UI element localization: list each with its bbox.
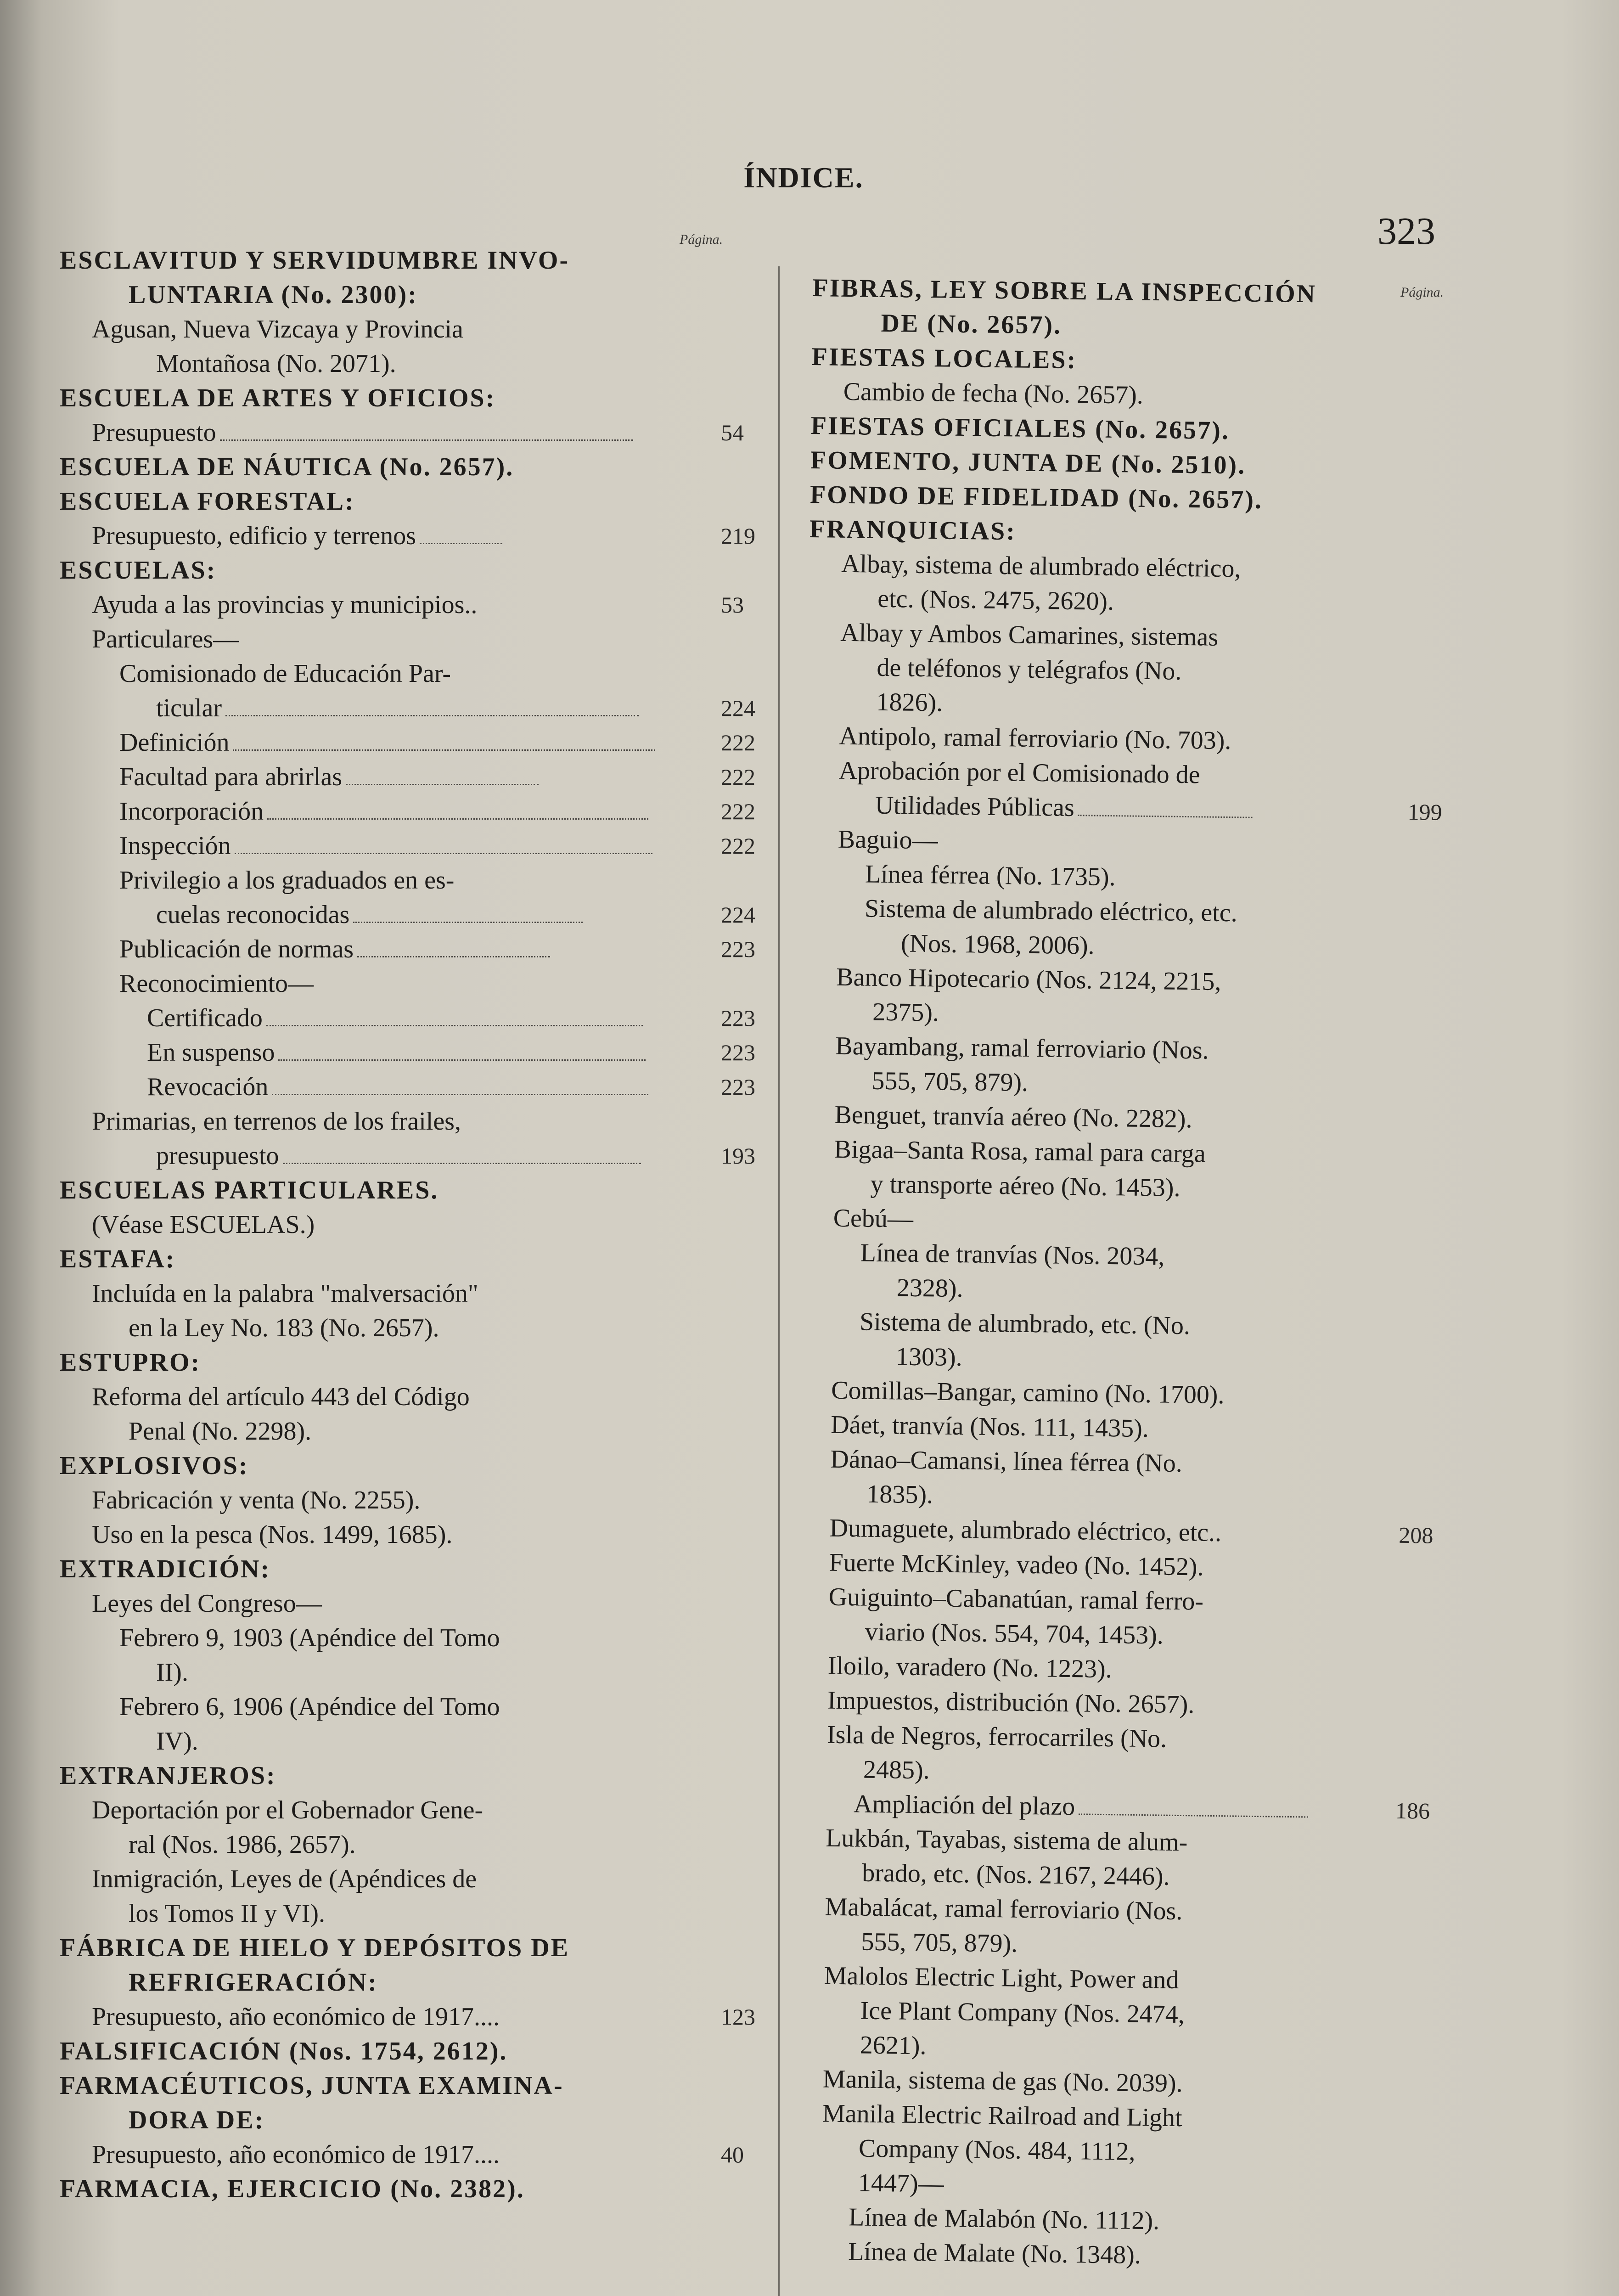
entry-text: Manila Electric Railroad and Light (822, 2099, 1183, 2133)
entry-page-number: 224 (721, 902, 755, 928)
index-entry (60, 1896, 748, 1931)
entry-text: 1447)— (858, 2168, 944, 2198)
entry-page-number: 199 (1407, 799, 1443, 825)
index-entry (60, 1414, 748, 1449)
entry-text: Agusan, Nueva Vizcaya y Provincia (92, 315, 463, 343)
entry-text: Guiguinto–Cabanatúan, ramal ferro- (828, 1582, 1204, 1616)
index-entry (60, 1724, 748, 1759)
entry-text: Sistema de alumbrado, etc. (No. (859, 1307, 1191, 1340)
dot-leader (233, 749, 655, 751)
entry-text: FARMACÉUTICOS, JUNTA EXAMINA- (60, 2071, 564, 2100)
index-entry (60, 416, 748, 450)
entry-text: Certificado (147, 1004, 263, 1032)
entry-text: ESCUELA FORESTAL: (60, 487, 355, 516)
entry-text: Línea de Malate (No. 1348). (848, 2237, 1141, 2270)
index-entry (60, 1621, 748, 1655)
index-entry (60, 1483, 748, 1518)
index-entry (60, 1587, 748, 1621)
entry-text: Mabalácat, ramal ferroviario (Nos. (825, 1892, 1183, 1926)
entry-text: 2328). (896, 1273, 963, 1303)
index-entry (60, 2103, 748, 2138)
entry-text: Montañosa (No. 2071). (156, 349, 396, 378)
entry-text: Comisionado de Educación Par- (119, 659, 451, 688)
entry-text: Febrero 6, 1906 (Apéndice del Tomo (119, 1693, 500, 1721)
entry-text: Comillas–Bangar, camino (No. 1700). (831, 1376, 1225, 1410)
index-entry (60, 726, 755, 760)
entry-text: Presupuesto, año económico de 1917.... (92, 2003, 500, 2031)
index-entry (60, 1311, 748, 1345)
entry-text: Deportación por el Gobernador Gene- (92, 1796, 483, 1824)
entry-text: Ayuda a las provincias y municipios.. (92, 591, 478, 619)
index-entry (60, 1518, 748, 1552)
entry-text: cuelas reconocidas (156, 900, 350, 929)
entry-text: Aprobación por el Comisionado de (838, 756, 1200, 789)
entry-text: Leyes del Congreso— (92, 1589, 322, 1618)
entry-text: en la Ley No. 183 (No. 2657). (129, 1314, 439, 1342)
entry-text: Dumaguete, alumbrado eléctrico, etc.. (829, 1514, 1222, 1548)
entry-text: FARMACIA, EJERCICIO (No. 2382). (60, 2175, 525, 2203)
entry-text: FONDO DE FIDELIDAD (No. 2657). (810, 480, 1263, 515)
entry-text: de teléfonos y telégrafos (No. (877, 653, 1182, 686)
entry-text: DE (No. 2657). (881, 309, 1062, 340)
index-entry (60, 794, 755, 829)
pagina-label-right: Página. (1400, 285, 1444, 300)
entry-text: Albay y Ambos Camarines, sistemas (840, 618, 1219, 652)
dot-leader (235, 852, 652, 854)
entry-text: ticular (156, 694, 222, 722)
entry-text: EXTRADICIÓN: (60, 1555, 271, 1583)
entry-text: Lukbán, Tayabas, sistema de alum- (825, 1823, 1188, 1857)
index-entry (60, 278, 748, 312)
page-number: 323 (1377, 210, 1435, 253)
entry-page-number: 223 (721, 936, 755, 962)
index-entry (60, 863, 748, 898)
entry-text: Incorporación (119, 797, 264, 826)
dot-leader (272, 1093, 648, 1095)
entry-text: Baguio— (838, 825, 939, 855)
dot-leader (420, 542, 502, 544)
entry-text: Primarias, en terrenos de los frailes, (92, 1107, 461, 1136)
index-entry (60, 2172, 748, 2206)
entry-text: ESCUELA DE ARTES Y OFICIOS: (60, 384, 496, 412)
entry-text: Definición (119, 728, 230, 757)
entry-text: 1303). (895, 1342, 963, 1372)
entry-page-number: 54 (721, 420, 744, 445)
entry-text: Revocación (147, 1073, 269, 1101)
entry-text: Impuestos, distribución (No. 2657). (827, 1686, 1195, 1719)
index-entry (60, 829, 755, 863)
entry-text: Línea de Malabón (No. 1112). (848, 2203, 1160, 2235)
entry-text: Dáet, tranvía (Nos. 111, 1435). (830, 1410, 1149, 1443)
entry-text: Albay, sistema de alumbrado eléctrico, (841, 549, 1241, 583)
index-entry (60, 450, 748, 484)
index-entry (60, 1001, 755, 1035)
index-entry (60, 1035, 755, 1070)
entry-text: FÁBRICA DE HIELO Y DEPÓSITOS DE (60, 1934, 570, 1962)
index-entry (60, 898, 755, 932)
entry-text: Bayambang, ramal ferroviario (Nos. (835, 1031, 1209, 1065)
entry-text: Línea férrea (No. 1735). (865, 860, 1116, 892)
entry-text: Publicación de normas (119, 935, 354, 963)
entry-text: DORA DE: (129, 2106, 265, 2134)
index-entry (60, 657, 748, 691)
dot-leader (220, 439, 633, 441)
entry-text: FOMENTO, JUNTA DE (No. 2510). (810, 445, 1246, 480)
entry-text: Presupuesto (92, 418, 216, 447)
entry-page-number: 40 (721, 2142, 744, 2167)
entry-text: 2485). (863, 1755, 930, 1785)
entry-text: Antipolo, ramal ferroviario (No. 703). (839, 721, 1231, 755)
entry-text: FIBRAS, LEY SOBRE LA INSPECCIÓN (812, 273, 1317, 309)
index-entry (60, 1965, 748, 2000)
index-entry (60, 1380, 748, 1414)
index-entry (60, 2138, 748, 2172)
entry-text: Reconocimiento— (119, 969, 314, 998)
entry-text: Cambio de fecha (No. 2657). (843, 377, 1144, 410)
index-entry (60, 1345, 748, 1380)
entry-page-number: 223 (721, 1074, 755, 1100)
index-entry (60, 1793, 748, 1828)
index-entry (60, 1070, 755, 1104)
index-entry (60, 691, 755, 726)
entry-text: 2621). (860, 2031, 927, 2060)
entry-text: 2375). (872, 997, 939, 1027)
index-entry (60, 519, 755, 553)
entry-text: 1835). (866, 1480, 933, 1509)
entry-text: presupuesto (156, 1142, 279, 1170)
entry-page-number: 223 (721, 1005, 755, 1031)
index-entry (60, 1690, 748, 1724)
dot-leader (346, 783, 539, 785)
index-column-right (788, 271, 1456, 2276)
entry-text: Banco Hipotecario (Nos. 2124, 2215, (836, 962, 1221, 996)
entry-text: Fabricación y venta (No. 2255). (92, 1486, 421, 1514)
dot-leader (225, 715, 639, 716)
entry-page-number: 223 (721, 1040, 755, 1065)
entry-text: Particulares— (92, 625, 239, 653)
entry-text: Reforma del artículo 443 del Código (92, 1383, 470, 1411)
entry-page-number: 219 (721, 523, 755, 549)
index-entry (60, 1208, 748, 1242)
index-entry (60, 622, 748, 657)
column-divider (778, 266, 780, 2296)
entry-text: Manila, sistema de gas (No. 2039). (822, 2065, 1183, 2098)
index-entry (60, 2000, 755, 2034)
dot-leader (1079, 1813, 1308, 1818)
entry-text: LUNTARIA (No. 2300): (129, 281, 418, 309)
dot-leader (353, 921, 583, 923)
dot-leader (278, 1059, 646, 1061)
entry-text: etc. (Nos. 2475, 2620). (877, 584, 1114, 616)
entry-text: Ampliación del plazo (853, 1790, 1075, 1821)
index-entry (60, 1552, 748, 1587)
index-column-left (60, 243, 755, 2206)
entry-text: FIESTAS OFICIALES (No. 2657). (810, 411, 1230, 445)
entry-text: 555, 705, 879). (861, 1927, 1018, 1958)
entry-text: Línea de tranvías (Nos. 2034, (860, 1238, 1165, 1271)
index-entry (60, 484, 748, 519)
entry-text: los Tomos II y VI). (129, 1899, 326, 1928)
entry-page-number: 53 (721, 592, 744, 618)
entry-text: (Nos. 1968, 2006). (900, 929, 1095, 960)
entry-text: Malolos Electric Light, Power and (824, 1961, 1179, 1995)
entry-text: (Véase ESCUELAS.) (92, 1210, 315, 1239)
entry-text: ral (Nos. 1986, 2657). (129, 1830, 356, 1859)
index-entry (60, 967, 748, 1001)
dot-leader (267, 818, 648, 820)
index-entry (60, 1759, 748, 1793)
entry-text: Isla de Negros, ferrocarriles (No. (826, 1720, 1167, 1753)
entry-text: Penal (No. 2298). (129, 1417, 312, 1446)
dot-leader (1078, 814, 1252, 818)
entry-text: viario (Nos. 554, 704, 1453). (865, 1617, 1164, 1650)
entry-page-number: 123 (721, 2004, 755, 2030)
entry-text: REFRIGERACIÓN: (129, 1968, 378, 1997)
entry-text: Privilegio a los graduados en es- (119, 866, 455, 895)
entry-text: Fuerte McKinley, vadeo (No. 1452). (829, 1548, 1204, 1581)
index-entry (60, 553, 748, 588)
entry-text: Inspección (119, 832, 231, 860)
index-entry (60, 347, 748, 381)
entry-text: Bigaa–Santa Rosa, ramal para carga (834, 1135, 1206, 1168)
index-entry (60, 312, 748, 347)
index-entry (60, 1139, 755, 1173)
entry-text: II). (156, 1658, 188, 1687)
entry-page-number: 208 (1399, 1522, 1433, 1548)
entry-text: ESCUELA DE NÁUTICA (No. 2657). (60, 453, 514, 481)
dot-leader (283, 1162, 641, 1164)
entry-text: Febrero 9, 1903 (Apéndice del Tomo (119, 1624, 500, 1652)
entry-text: ESTAFA: (60, 1245, 176, 1273)
entry-text: Cebú— (833, 1204, 914, 1233)
entry-text: ESCUELAS PARTICULARES. (60, 1176, 439, 1204)
entry-text: Ice Plant Company (Nos. 2474, (860, 1996, 1185, 2029)
entry-text: Iloilo, varadero (No. 1223). (827, 1651, 1113, 1684)
entry-text: EXTRANJEROS: (60, 1761, 276, 1790)
index-entry (60, 243, 748, 278)
entry-text: FRANQUICIAS: (809, 514, 1017, 546)
index-entry (60, 932, 755, 967)
entry-text: Uso en la pesca (Nos. 1499, 1685). (92, 1520, 453, 1549)
index-entry (60, 1655, 748, 1690)
entry-text: Sistema de alumbrado eléctrico, etc. (864, 894, 1238, 928)
entry-text: Presupuesto, año económico de 1917.... (92, 2140, 500, 2169)
index-entry (60, 1242, 748, 1277)
entry-text: En suspenso (147, 1038, 275, 1067)
entry-page-number: 222 (721, 730, 755, 755)
index-entry (60, 381, 748, 416)
index-entry (60, 1277, 748, 1311)
entry-page-number: 222 (721, 833, 755, 859)
entry-text: 555, 705, 879). (871, 1066, 1029, 1097)
pagina-label-left: Página. (680, 232, 723, 247)
index-entry (60, 1931, 748, 1965)
entry-text: Utilidades Públicas (875, 791, 1075, 822)
entry-text: y transporte aéreo (No. 1453). (870, 1170, 1181, 1202)
entry-text: brado, etc. (Nos. 2167, 2446). (862, 1858, 1170, 1891)
index-entry (60, 1104, 748, 1139)
entry-text: Facultad para abrirlas (119, 763, 343, 791)
entry-text: EXPLOSIVOS: (60, 1452, 249, 1480)
dot-leader (357, 956, 550, 957)
index-entry (60, 2034, 748, 2069)
entry-page-number: 193 (721, 1143, 755, 1169)
entry-page-number: 222 (721, 764, 755, 790)
entry-text: IV). (156, 1727, 198, 1756)
entry-text: FIESTAS LOCALES: (811, 342, 1077, 375)
index-entry (60, 1173, 748, 1208)
entry-page-number: 186 (1395, 1797, 1430, 1824)
entry-text: ESCUELAS: (60, 556, 217, 585)
index-entry (60, 588, 748, 622)
index-entry (60, 2069, 748, 2103)
page-title: ÍNDICE. (743, 161, 864, 194)
entry-text: ESCLAVITUD Y SERVIDUMBRE INVO- (60, 246, 570, 275)
dot-leader (266, 1024, 643, 1026)
entry-text: Incluída en la palabra "malversación" (92, 1279, 478, 1308)
index-entry (60, 1862, 748, 1896)
entry-text: Inmigración, Leyes de (Apéndices de (92, 1865, 477, 1893)
index-entry (60, 1449, 748, 1483)
entry-text: Company (Nos. 484, 1112, (858, 2134, 1136, 2166)
entry-text: FALSIFICACIÓN (Nos. 1754, 2612). (60, 2037, 508, 2065)
entry-page-number: 222 (721, 799, 755, 824)
index-entry (788, 2234, 1432, 2276)
entry-text: Presupuesto, edificio y terrenos (92, 522, 416, 550)
entry-text: Dánao–Camansi, línea férrea (No. (830, 1445, 1183, 1478)
index-entry (60, 1828, 748, 1862)
entry-text: 1826). (876, 687, 943, 717)
entry-page-number: 224 (721, 695, 755, 721)
entry-text: Benguet, tranvía aéreo (No. 2282). (834, 1100, 1192, 1134)
entry-text: ESTUPRO: (60, 1348, 201, 1377)
index-entry (60, 760, 755, 794)
